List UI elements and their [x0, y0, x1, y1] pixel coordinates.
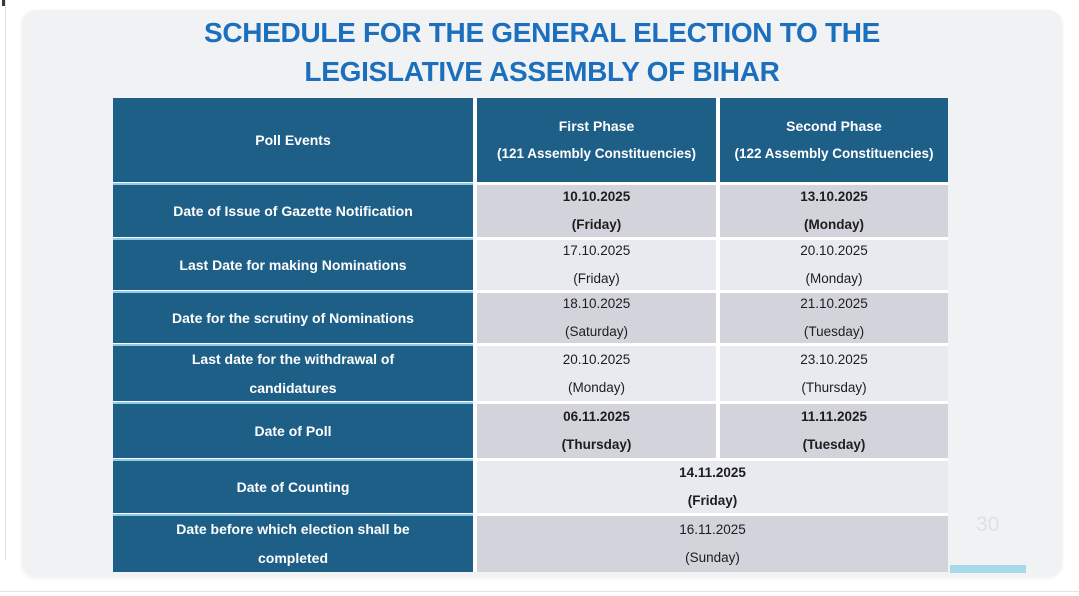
col-header-first-phase	[477, 98, 716, 182]
col-header-poll-events	[113, 98, 473, 182]
event-date-of-poll: Date of Poll	[113, 404, 473, 458]
counting-both-phases	[477, 461, 948, 513]
date-value: 17.10.2025	[562, 243, 631, 258]
poll-second-phase	[720, 404, 948, 458]
date-value: 13.10.2025	[800, 189, 868, 204]
day-value: (Thursday)	[561, 437, 632, 452]
event-making-nominations: Last Date for making Nominations	[113, 240, 473, 290]
withdrawal-second-phase	[720, 346, 948, 401]
col-header-title: First Phase	[558, 118, 635, 134]
day-value: (Friday)	[687, 493, 738, 508]
col-header-title: Second Phase	[786, 118, 882, 134]
date-value: 18.10.2025	[562, 296, 631, 311]
day-value: (Monday)	[804, 217, 864, 232]
date-value: 16.11.2025	[679, 522, 746, 537]
event-scrutiny-nominations: Date for the scrutiny of Nominations	[113, 293, 473, 343]
day-value: (Friday)	[571, 217, 622, 232]
date-value: 23.10.2025	[800, 351, 868, 367]
day-value: (Thursday)	[801, 379, 867, 395]
slide-page-number: 30	[976, 513, 1000, 536]
left-edge-divider	[5, 0, 6, 560]
nominations-second-phase	[720, 240, 948, 290]
event-election-completed: Date before which election shall be completed	[113, 516, 473, 572]
poll-first-phase	[477, 404, 716, 458]
slide-title-line1: SCHEDULE FOR THE GENERAL ELECTION TO THE	[203, 17, 881, 48]
col-header-subtitle: (121 Assembly Constituencies)	[496, 146, 697, 161]
event-date-of-counting: Date of Counting	[113, 461, 473, 513]
gazette-first-phase	[477, 185, 716, 237]
date-value: 20.10.2025	[800, 243, 868, 258]
slide-title	[22, 13, 1062, 91]
day-value: (Tuesday)	[802, 437, 866, 452]
date-value: 20.10.2025	[562, 351, 631, 367]
event-gazette-notification: Date of Issue of Gazette Notification	[113, 185, 473, 237]
election-schedule-table	[113, 98, 948, 572]
col-header-subtitle: (122 Assembly Constituencies)	[734, 146, 934, 161]
day-value: (Friday)	[573, 271, 620, 286]
slide-title-line2: LEGISLATIVE ASSEMBLY OF BIHAR	[304, 56, 780, 87]
gazette-second-phase	[720, 185, 948, 237]
date-value: 06.11.2025	[563, 409, 630, 424]
col-header-second-phase	[720, 98, 948, 182]
day-value: (Monday)	[567, 379, 626, 395]
completion-both-phases	[477, 516, 948, 572]
date-value: 14.11.2025	[679, 465, 746, 480]
day-value: (Sunday)	[685, 550, 740, 565]
day-value: (Saturday)	[564, 324, 629, 339]
day-value: (Monday)	[805, 271, 863, 286]
date-value: 21.10.2025	[800, 296, 868, 311]
nominations-first-phase	[477, 240, 716, 290]
date-value: 11.11.2025	[800, 409, 868, 424]
col-header-label: Poll Events	[255, 132, 331, 148]
withdrawal-first-phase	[477, 346, 716, 401]
day-value: (Tuesday)	[803, 324, 865, 339]
bottom-edge-divider	[0, 591, 1079, 592]
date-value: 10.10.2025	[562, 189, 631, 204]
scrutiny-first-phase	[477, 293, 716, 343]
event-withdrawal-candidatures: Last date for the withdrawal of candidatures	[113, 346, 473, 401]
scrutiny-second-phase	[720, 293, 948, 343]
slide-accent-strip	[950, 565, 1026, 573]
